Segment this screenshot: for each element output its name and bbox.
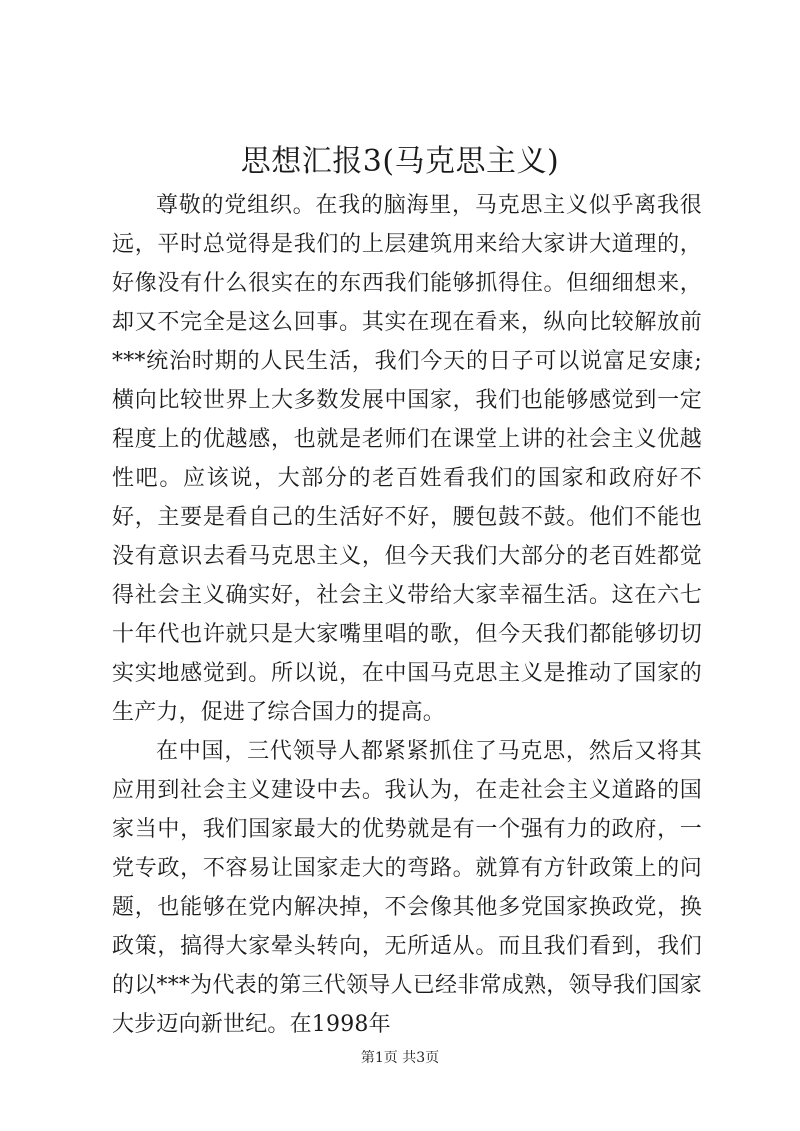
paragraph-1: 尊敬的党组织。在我的脑海里，马克思主义似乎离我很远，平时总觉得是我们的上层建筑用来给大家讲大道理的，好像没有什么很实在的东西我们能够抓得住。但细细想来，却又不完全是这么回事。其实在现在看来，纵向比较解放前***统治时期的人民生活，我们今天的日子可以说富足安康;横向比较世界上大多数发展中国家，我们也能够感觉到一定程度上的优越感，也就是老师们在课堂上讲的社会主义优越性吧。应该说，大部分的老百姓看我们的国家和政府好不好，主要是看自己的生活好不好，腰包鼓不鼓。他们不能也没有意识去看马克思主义，但今天我们大部分的老百姓都觉得社会主义确实好，社会主义带给大家幸福生活。这在六七十年代也许就只是大家嘴里唱的歌，但今天我们都能够切切实实地感觉到。所以说，在中国马克思主义是推动了国家的生产力，促进了综合国力的提高。: [112, 193, 702, 725]
document-title: 思想汇报3(马克思主义): [240, 144, 560, 179]
paragraph-2: 在中国，三代领导人都紧紧抓住了马克思，然后又将其应用到社会主义建设中去。我认为，在走社会主义道路的国家当中，我们国家最大的优势就是有一个强有力的政府，一党专政，不容易让国家走大的弯路。就算有方针政策上的问题，也能够在党内解决掉，不会像其他多党国家换政党，换政策，搞得大家晕头转向，无所适从。而且我们看到，我们的以***为代表的第三代领导人已经非常成熟，领导我们国家大步迈向新世纪。在1998年: [112, 739, 702, 1037]
document-body: [112, 186, 702, 1044]
page-footer: 第1页 共3页: [360, 1050, 440, 1066]
